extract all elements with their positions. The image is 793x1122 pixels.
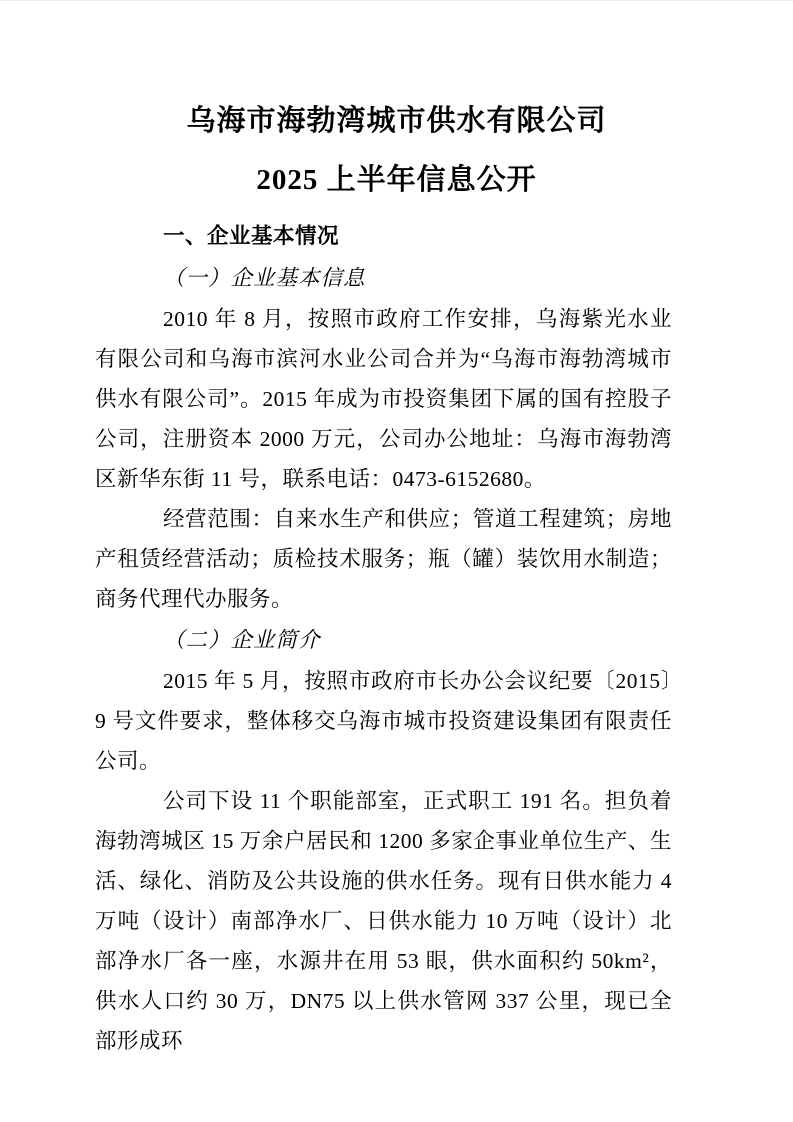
paragraph-group-transfer: 2015 年 5 月，按照市政府市长办公会议纪要〔2015〕9 号文件要求，整体移交乌海市城市投资建设集团有限责任公司。 bbox=[95, 669, 672, 773]
section-heading-basic-situation: 一、企业基本情况 bbox=[163, 224, 340, 248]
document-title-line2: 2025 上半年信息公开 bbox=[256, 164, 537, 196]
document-title bbox=[0, 92, 793, 210]
paragraph-business-scope: 经营范围：自来水生产和供应；管道工程建筑；房地产租赁经营活动；质检技术服务；瓶（罐）装饮用水制造；商务代理代办服务。 bbox=[95, 507, 672, 611]
document-title-line1: 乌海市海勃湾城市供水有限公司 bbox=[186, 105, 607, 137]
paragraph-operations-overview: 公司下设 11 个职能部室，正式职工 191 名。担负着海勃湾城区 15 万余户居民和 1200 多家企事业单位生产、生活、绿化、消防及公共设施的供水任务。现有日供水能力 4 万吨（设计）南部净水厂、日供水能力 10 万吨（设计）北部净水厂各一座，水源井在用 53 眼，供水面积约 50km²，供水人口约 30 万，DN75 以上供水管网 337 公里，现已全部形成环 bbox=[95, 789, 672, 1053]
page-top-edge bbox=[0, 0, 793, 1]
document-body bbox=[0, 215, 793, 1061]
subsection-heading-company-profile: （二）企业简介 bbox=[163, 628, 321, 652]
paragraph-company-history: 2010 年 8 月，按照市政府工作安排，乌海紫光水业有限公司和乌海市滨河水业公司合并为“乌海市海勃湾城市供水有限公司”。2015 年成为市投资集团下属的国有控股子公司，注册资本 2000 万元，公司办公地址：乌海市海勃湾区新华东街 11 号，联系电话：0473-6152680。 bbox=[95, 307, 672, 491]
subsection-heading-basic-info: （一）企业基本信息 bbox=[163, 266, 366, 290]
